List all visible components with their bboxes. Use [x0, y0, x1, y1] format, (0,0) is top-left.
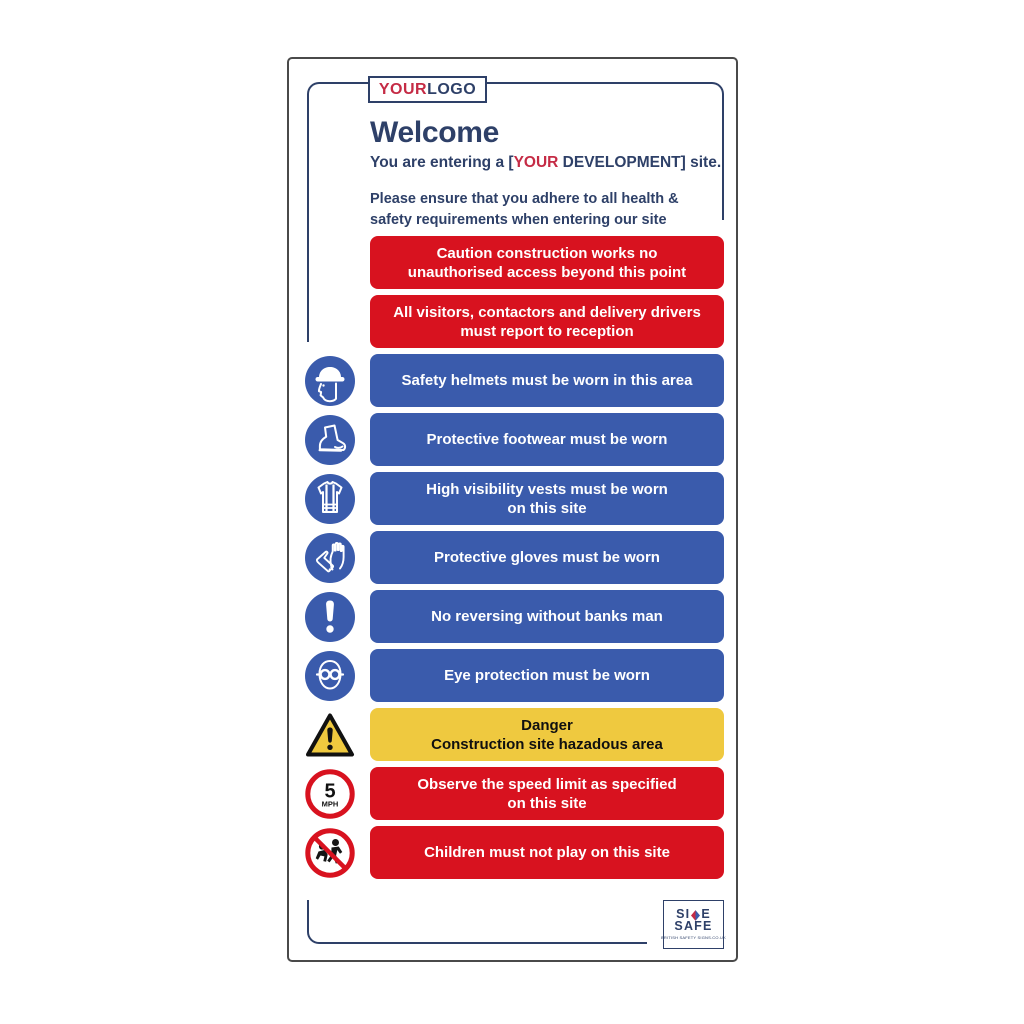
- banner-row: [305, 767, 724, 820]
- site-safe-e: E: [701, 907, 711, 922]
- exclamation-icon: [305, 592, 370, 642]
- banner-blue: [370, 531, 724, 584]
- hi-vis-vest-icon: [305, 474, 370, 524]
- banner-line: unauthorised access beyond this point: [407, 263, 687, 281]
- banner-blue: [370, 472, 724, 525]
- logo-your-text: YOUR: [378, 80, 428, 98]
- banner-line: Observe the speed limit as specified: [417, 775, 677, 793]
- intro-text: Please ensure that you adhere to all health & safety requirements when entering our site: [370, 191, 679, 229]
- entering-development: DEVELOPMENT: [558, 154, 681, 171]
- banner-row: [305, 236, 724, 289]
- site-safe-logo: [663, 900, 724, 949]
- banner-line: on this site: [507, 499, 587, 517]
- banner-red: [370, 826, 724, 879]
- banner-row: [305, 590, 724, 643]
- banner-line: All visitors, contactors and delivery drivers: [393, 303, 701, 321]
- banner-row: [305, 354, 724, 407]
- entering-prefix: You are entering a [: [370, 154, 514, 171]
- banner-line: Danger: [521, 716, 573, 734]
- banner-red: [370, 236, 724, 289]
- banner-line: Children must not play on this site: [424, 844, 670, 861]
- eye-protection-icon: [305, 651, 370, 701]
- banner-row: [305, 708, 724, 761]
- banner-line: Eye protection must be worn: [444, 667, 650, 684]
- site-safe-tagline: BRITISH SAFETY SIGNS.CO.UK: [661, 934, 726, 940]
- site-safe-line2: SAFE: [674, 918, 713, 933]
- banner-line: must report to reception: [460, 322, 634, 340]
- banner-yellow: [370, 708, 724, 761]
- svg-text:MPH: MPH: [321, 799, 339, 808]
- site-safe-si: SI: [676, 907, 691, 922]
- banner-blue: [370, 354, 724, 407]
- banner-red: [370, 295, 724, 348]
- banner-line: High visibility vests must be worn: [426, 480, 668, 498]
- company-logo: [368, 76, 487, 103]
- svg-text:5: 5: [324, 780, 336, 802]
- banner-line: Safety helmets must be worn in this area: [401, 372, 693, 389]
- inner-border-bottom-left: [307, 900, 647, 944]
- banner-red: [370, 767, 724, 820]
- banner-blue: [370, 413, 724, 466]
- banner-blue: [370, 590, 724, 643]
- logo-logo-text: LOGO: [427, 80, 477, 98]
- entering-highlight: YOUR: [513, 154, 559, 171]
- banner-line: No reversing without banks man: [431, 608, 663, 625]
- header: [370, 116, 722, 231]
- banner-row: [305, 531, 724, 584]
- banner-row: [305, 413, 724, 466]
- protective-gloves-icon: [305, 533, 370, 583]
- banner-row: [305, 295, 724, 348]
- banner-rows: [305, 236, 724, 885]
- safety-sign-board: [287, 57, 738, 962]
- banner-line: Protective footwear must be worn: [426, 431, 668, 448]
- banner-line: Construction site hazadous area: [431, 735, 663, 753]
- entering-line: [370, 154, 722, 172]
- no-children-icon: [305, 828, 370, 878]
- entering-suffix: ] site.: [680, 154, 722, 171]
- welcome-title: Welcome: [370, 116, 500, 149]
- banner-line: on this site: [507, 794, 587, 812]
- banner-line: Protective gloves must be worn: [434, 549, 660, 566]
- banner-row: [305, 826, 724, 879]
- banner-line: Caution construction works no: [436, 244, 658, 262]
- safety-boot-icon: [305, 415, 370, 465]
- banner-row: [305, 649, 724, 702]
- hard-hat-icon: [305, 356, 370, 406]
- speed-limit-5mph-icon: [305, 769, 370, 819]
- banner-blue: [370, 649, 724, 702]
- banner-row: [305, 472, 724, 525]
- warning-triangle-icon: [305, 710, 370, 760]
